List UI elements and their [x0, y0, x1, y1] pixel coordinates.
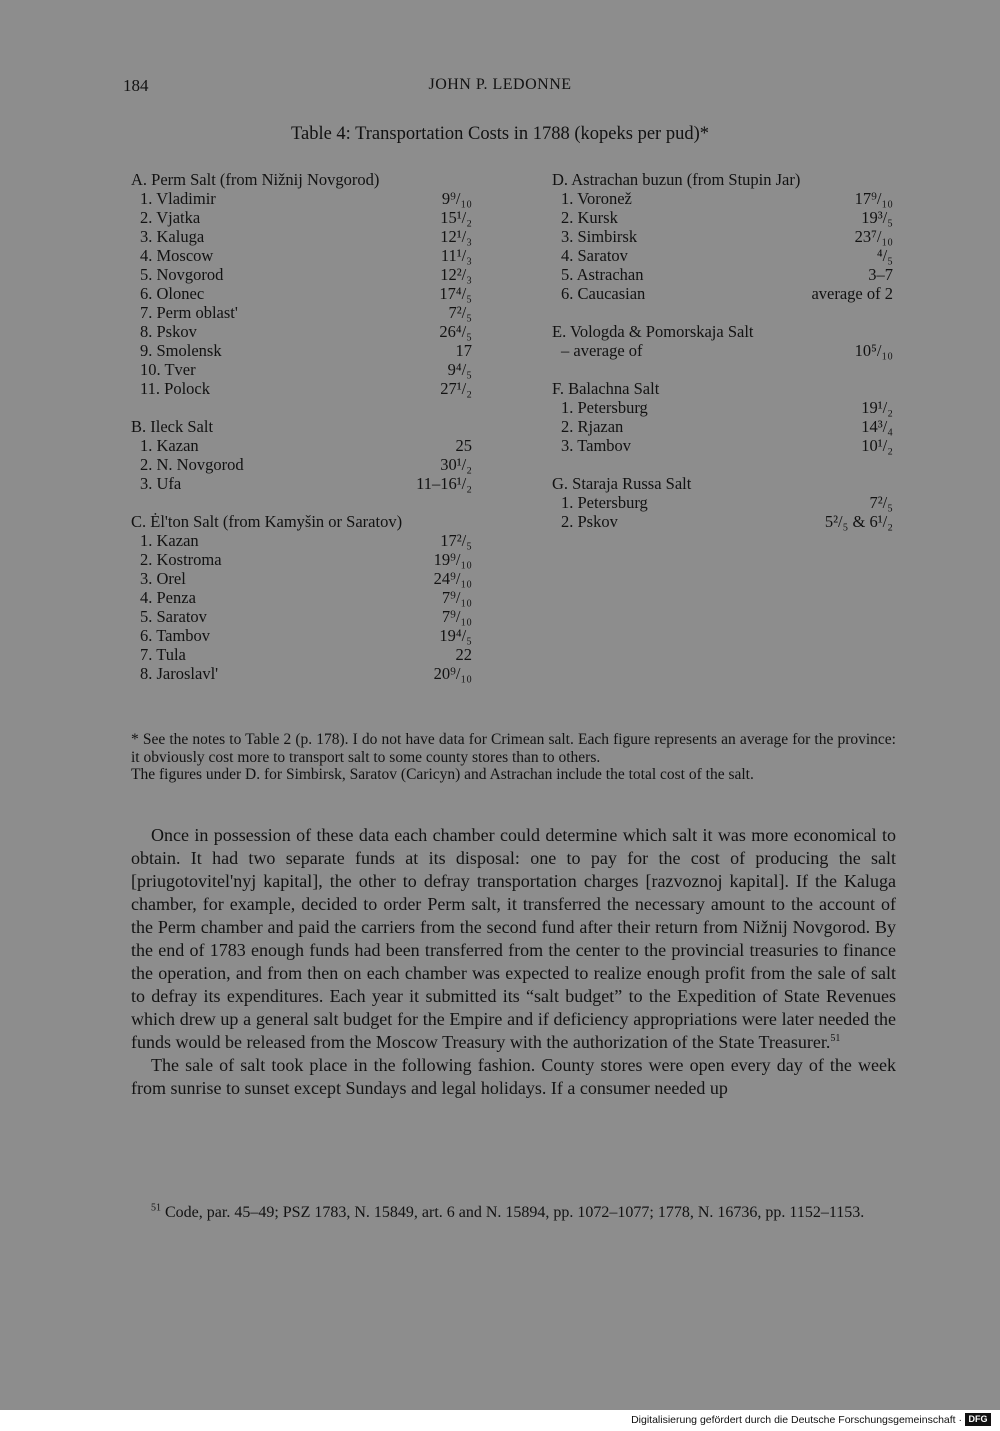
- table-left-column: [131, 170, 472, 683]
- row-value: 17⁹/₁₀: [854, 189, 893, 208]
- table-footnote-line-2: The figures under D. for Simbirsk, Saratov (Caricyn) and Astrachan include the total cost of the salt.: [131, 766, 754, 783]
- row-label: 2. Pskov: [561, 512, 618, 531]
- table-row: [131, 626, 472, 645]
- row-label: 2. Vjatka: [140, 208, 201, 227]
- row-label: 1. Vladimir: [140, 189, 216, 208]
- table-row: [131, 341, 472, 360]
- table-row: [131, 360, 472, 379]
- table-footnote: [131, 731, 896, 784]
- section-gap: [552, 455, 893, 474]
- footnote-51-marker: 51: [151, 1202, 161, 1214]
- table-row: [552, 227, 893, 246]
- section-gap: [131, 398, 472, 417]
- row-label: 4. Moscow: [140, 246, 214, 265]
- dfg-logo: DFG: [965, 1413, 991, 1426]
- row-value: 12¹/₃: [440, 227, 472, 246]
- table-footnote-line-1: * See the notes to Table 2 (p. 178). I do not have data for Crimean salt. Each figure represents an average for the province: it obviously cost more to transport salt to some county stores than to others.: [131, 731, 896, 766]
- section-title: D. Astrachan buzun (from Stupin Jar): [552, 170, 801, 189]
- table-row: [131, 664, 472, 683]
- row-value: 19³/₅: [861, 208, 893, 227]
- table-row: [131, 303, 472, 322]
- row-label: 8. Jaroslavl': [140, 664, 219, 683]
- table-row: [131, 322, 472, 341]
- footnote-51: [131, 1203, 896, 1222]
- table-section: [131, 170, 472, 398]
- row-label: 3. Kaluga: [140, 227, 205, 246]
- row-label: 7. Perm oblast': [140, 303, 238, 322]
- row-value: 9⁴/₅: [447, 360, 472, 379]
- table-section: [552, 170, 893, 303]
- row-label: – average of: [561, 341, 643, 360]
- row-label: 7. Tula: [140, 645, 186, 664]
- table-row: [552, 341, 893, 360]
- table-row: [131, 284, 472, 303]
- table-section: [552, 322, 893, 360]
- row-value: 30¹/₂: [440, 455, 472, 474]
- row-label: 3. Simbirsk: [561, 227, 638, 246]
- row-value: 17²/₅: [440, 531, 472, 550]
- body-paragraph-1-text: Once in possession of these data each chamber could determine which salt it was more economical to obtain. It had two separate funds at its disposal: one to pay for the cost of producing the salt [priugotovitel'nyj kapital], the other to defray transportation charges [razvoznoj kapital]. If the Kaluga chamber, for example, decided to order Perm salt, it transferred the necessary amount to the account of the Perm chamber and paid the carriers from the second fund after their return from Nižnij Novgorod. By the end of 1783 enough funds had been transferred from the center to the provincial treasuries to finance the operation, and from then on each chamber was expected to realize enough profit from the sale of salt to defray its expenditures. Each year it submitted its “salt budget” to the Expedition of State Revenues which drew up a general salt budget for the Empire and if deficiency appropriations were later needed the funds would be released from the Moscow Treasury with the authorization of the State Treasurer.: [131, 825, 896, 1052]
- row-label: 11. Polock: [140, 379, 210, 398]
- row-label: 1. Petersburg: [561, 493, 648, 512]
- row-value: 11–16¹/₂: [416, 474, 472, 493]
- table-row: [131, 569, 472, 588]
- row-label: 1. Kazan: [140, 531, 199, 550]
- footnote-ref-51: 51: [830, 1033, 841, 1044]
- row-value: 7⁹/₁₀: [441, 607, 472, 626]
- row-label: 6. Olonec: [140, 284, 205, 303]
- table-row: [131, 455, 472, 474]
- row-value: 3–7: [868, 265, 893, 284]
- row-value: 7⁹/₁₀: [441, 588, 472, 607]
- section-gap: [552, 360, 893, 379]
- row-value: 7²/₅: [869, 493, 893, 512]
- body-text: [131, 824, 896, 1100]
- section-title: B. Ileck Salt: [131, 417, 214, 436]
- row-value: 17: [455, 341, 472, 360]
- row-label: 5. Saratov: [140, 607, 207, 626]
- row-value: 27¹/₂: [440, 379, 472, 398]
- row-label: 6. Tambov: [140, 626, 211, 645]
- row-label: 4. Saratov: [561, 246, 628, 265]
- row-value: 5²/₅ & 6¹/₂: [824, 512, 893, 531]
- table-section: [552, 474, 893, 531]
- body-paragraph-2: The sale of salt took place in the following fashion. County stores were open every day of the week from sunrise to sunset except Sundays and legal holidays. If a consumer needed up: [131, 1055, 896, 1098]
- row-value: 12²/₃: [440, 265, 472, 284]
- row-label: 5. Astrachan: [561, 265, 644, 284]
- row-value: 22: [455, 645, 472, 664]
- row-value: 26⁴/₅: [439, 322, 472, 341]
- table-row: [552, 246, 893, 265]
- table-title: Table 4: Transportation Costs in 1788 (kopeks per pud)*: [290, 124, 709, 144]
- row-value: average of 2: [811, 284, 893, 303]
- table-row: [552, 417, 893, 436]
- table-section: [131, 512, 472, 683]
- table-row: [131, 550, 472, 569]
- section-title: C. Ėl'ton Salt (from Kamyšin or Saratov): [131, 512, 403, 531]
- row-value: 20⁹/₁₀: [433, 664, 472, 683]
- table-row: [131, 246, 472, 265]
- row-label: 9. Smolensk: [140, 341, 222, 360]
- table-row: [131, 588, 472, 607]
- row-value: 25: [455, 436, 472, 455]
- table-right-column: [552, 170, 893, 531]
- row-label: 4. Penza: [140, 588, 196, 607]
- section-title: A. Perm Salt (from Nižnij Novgorod): [131, 170, 380, 189]
- row-label: 1. Petersburg: [561, 398, 648, 417]
- row-label: 10. Tver: [140, 360, 196, 379]
- section-title: G. Staraja Russa Salt: [552, 474, 692, 493]
- table-row: [552, 493, 893, 512]
- row-value: 19⁴/₅: [439, 626, 472, 645]
- section-title: E. Vologda & Pomorskaja Salt: [552, 322, 754, 341]
- row-value: 19⁹/₁₀: [433, 550, 472, 569]
- page-number: 184: [123, 76, 149, 95]
- row-value: 9⁹/₁₀: [441, 189, 472, 208]
- row-value: 23⁷/₁₀: [854, 227, 893, 246]
- row-value: 11¹/₃: [440, 246, 472, 265]
- row-value: 17⁴/₅: [439, 284, 472, 303]
- row-value: 15¹/₂: [440, 208, 472, 227]
- row-label: 5. Novgorod: [140, 265, 224, 284]
- table-row: [131, 208, 472, 227]
- row-value: 10¹/₂: [861, 436, 893, 455]
- row-label: 8. Pskov: [140, 322, 197, 341]
- section-gap: [552, 303, 893, 322]
- table-row: [552, 512, 893, 531]
- running-head: JOHN P. LEDONNE: [428, 76, 572, 93]
- table-row: [552, 436, 893, 455]
- table-row: [131, 379, 472, 398]
- row-value: 7²/₅: [448, 303, 472, 322]
- table-row: [552, 398, 893, 417]
- table-row: [552, 265, 893, 284]
- row-label: 3. Tambov: [561, 436, 632, 455]
- table-row: [131, 645, 472, 664]
- row-value: 19¹/₂: [861, 398, 893, 417]
- body-paragraph-1: [131, 824, 896, 1054]
- table-row: [552, 284, 893, 303]
- row-label: 3. Orel: [140, 569, 186, 588]
- row-label: 1. Voronež: [561, 189, 632, 208]
- row-value: 24⁹/₁₀: [433, 569, 472, 588]
- row-label: 2. Kursk: [561, 208, 618, 227]
- row-label: 2. Rjazan: [561, 417, 624, 436]
- table-section: [552, 379, 893, 455]
- row-label: 2. N. Novgorod: [140, 455, 244, 474]
- table-row: [131, 531, 472, 550]
- row-value: 10⁵/₁₀: [854, 341, 893, 360]
- table-row: [131, 436, 472, 455]
- row-label: 6. Caucasian: [561, 284, 646, 303]
- dfg-credit: Digitalisierung gefördert durch die Deutsche Forschungsgemeinschaft ·: [631, 1414, 962, 1426]
- table-section: [131, 417, 472, 493]
- row-value: 14³/₄: [861, 417, 893, 436]
- section-title: F. Balachna Salt: [552, 379, 660, 398]
- table-row: [131, 607, 472, 626]
- table-row: [131, 474, 472, 493]
- row-label: 1. Kazan: [140, 436, 199, 455]
- table-row: [131, 189, 472, 208]
- row-label: 3. Ufa: [140, 474, 182, 493]
- section-gap: [131, 493, 472, 512]
- row-label: 2. Kostroma: [140, 550, 222, 569]
- table-row: [131, 227, 472, 246]
- table-row: [552, 189, 893, 208]
- row-value: ⁴/₅: [876, 246, 893, 265]
- table-row: [131, 265, 472, 284]
- footnote-51-text: Code, par. 45–49; PSZ 1783, N. 15849, art. 6 and N. 15894, pp. 1072–1077; 1778, N. 16736, pp. 1152–1153.: [165, 1204, 865, 1221]
- table-row: [552, 208, 893, 227]
